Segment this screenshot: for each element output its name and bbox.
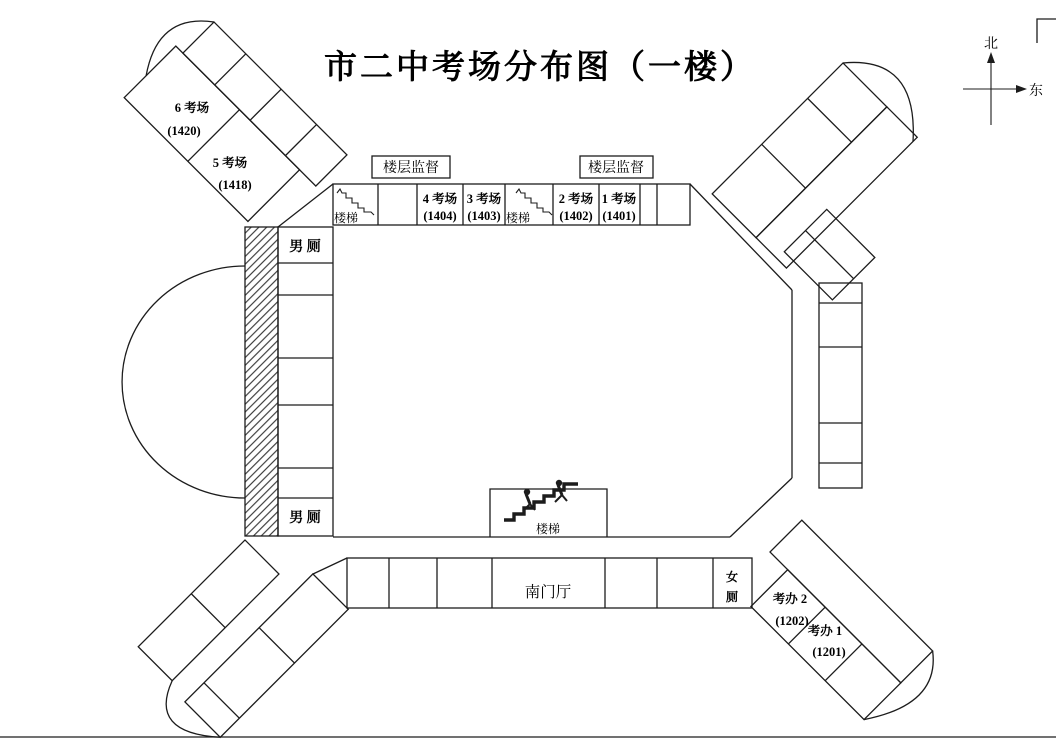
sw-wing (118, 523, 348, 746)
room-1404-code: (1404) (423, 209, 457, 223)
room-1401-label: 1 考场 (601, 192, 637, 206)
se-wing-rounded-tip (864, 651, 948, 735)
se-wing (733, 520, 948, 735)
south-hall-label: 南门厅 (524, 584, 572, 601)
room-1403-code: (1403) (467, 209, 501, 223)
west-block (122, 184, 333, 536)
courtyard-se-chamfer (730, 478, 792, 537)
room-kaoban1-code: (1201) (812, 645, 846, 659)
room-1401-code: (1401) (602, 209, 636, 223)
sw-cell-divider (191, 594, 225, 628)
women-toilet-label-1: 女 (725, 570, 739, 584)
compass-east-label: 东 (1029, 84, 1043, 99)
room-6-label: 6 考场 (174, 101, 210, 115)
stairs-top-left-label: 楼梯 (334, 211, 359, 225)
nw-cell-divider (285, 125, 316, 156)
room-1403-label: 3 考场 (466, 192, 502, 206)
room-kaoban2-code: (1202) (775, 614, 809, 628)
floor-supervisor-right (580, 156, 653, 178)
page-title: 市二中考场分布图（一楼） (324, 50, 756, 86)
south-stairs-box (490, 480, 607, 537)
room-1402-label: 2 考场 (558, 192, 594, 206)
east-column-outline (819, 283, 862, 488)
hatched-wall (245, 227, 278, 536)
frame-corner-mark (1037, 19, 1056, 43)
east-arrow-icon (1016, 85, 1027, 93)
sw-wing-lower-strip (185, 574, 348, 737)
east-room-column (819, 283, 862, 488)
floor-supervisor-left (372, 156, 450, 178)
compass-north-label: 北 (984, 37, 998, 52)
top-corridor (333, 184, 690, 225)
room-5-label: 5 考场 (212, 156, 248, 170)
nw-cell-divider (215, 54, 246, 85)
ne-cell-divider (808, 98, 852, 142)
ne-connector-divider (806, 231, 854, 279)
courtyard-ne-chamfer (690, 184, 792, 290)
sw-cell-divider (259, 628, 294, 663)
nw-cell-divider (250, 89, 281, 120)
west-room-column (278, 227, 333, 536)
ne-wing-corridor-strip (756, 107, 917, 268)
supervisor-left-label: 楼层监督 (383, 161, 439, 176)
ne-wing-rooms-strip (712, 63, 887, 238)
north-arrow-icon (987, 52, 995, 63)
room-6-code: (1420) (167, 124, 201, 138)
room-kaoban1-label: 考办 1 (807, 624, 843, 638)
compass (963, 36, 1043, 125)
nw-wing-rounded-tip (135, 4, 214, 83)
south-corridor (347, 558, 752, 608)
room-1402-code: (1402) (559, 209, 593, 223)
stairs-top-mid-label: 楼梯 (506, 211, 531, 225)
sw-south-corridor-connector (313, 558, 347, 574)
ne-cell-divider (762, 144, 806, 188)
ne-wing-rounded-tip (839, 44, 937, 142)
men-toilet-top-label: 男 厕 (289, 240, 321, 255)
room-1404-label: 4 考场 (422, 192, 458, 206)
women-toilet-label-2: 厕 (725, 590, 739, 604)
stairs-south-label: 楼梯 (535, 522, 561, 536)
nw-wing (113, 4, 347, 238)
sw-cell-divider (204, 683, 239, 718)
supervisor-right-label: 楼层监督 (588, 161, 644, 176)
nw-junction-line (278, 184, 333, 227)
room-5-code: (1418) (218, 178, 252, 192)
nw-wing-rooms-strip (124, 46, 299, 221)
semicircle-hall (122, 266, 245, 498)
men-toilet-bottom-label: 男 厕 (289, 511, 321, 526)
sw-wing-rounded-tip (152, 681, 225, 746)
room-kaoban2-label: 考办 2 (772, 592, 808, 606)
